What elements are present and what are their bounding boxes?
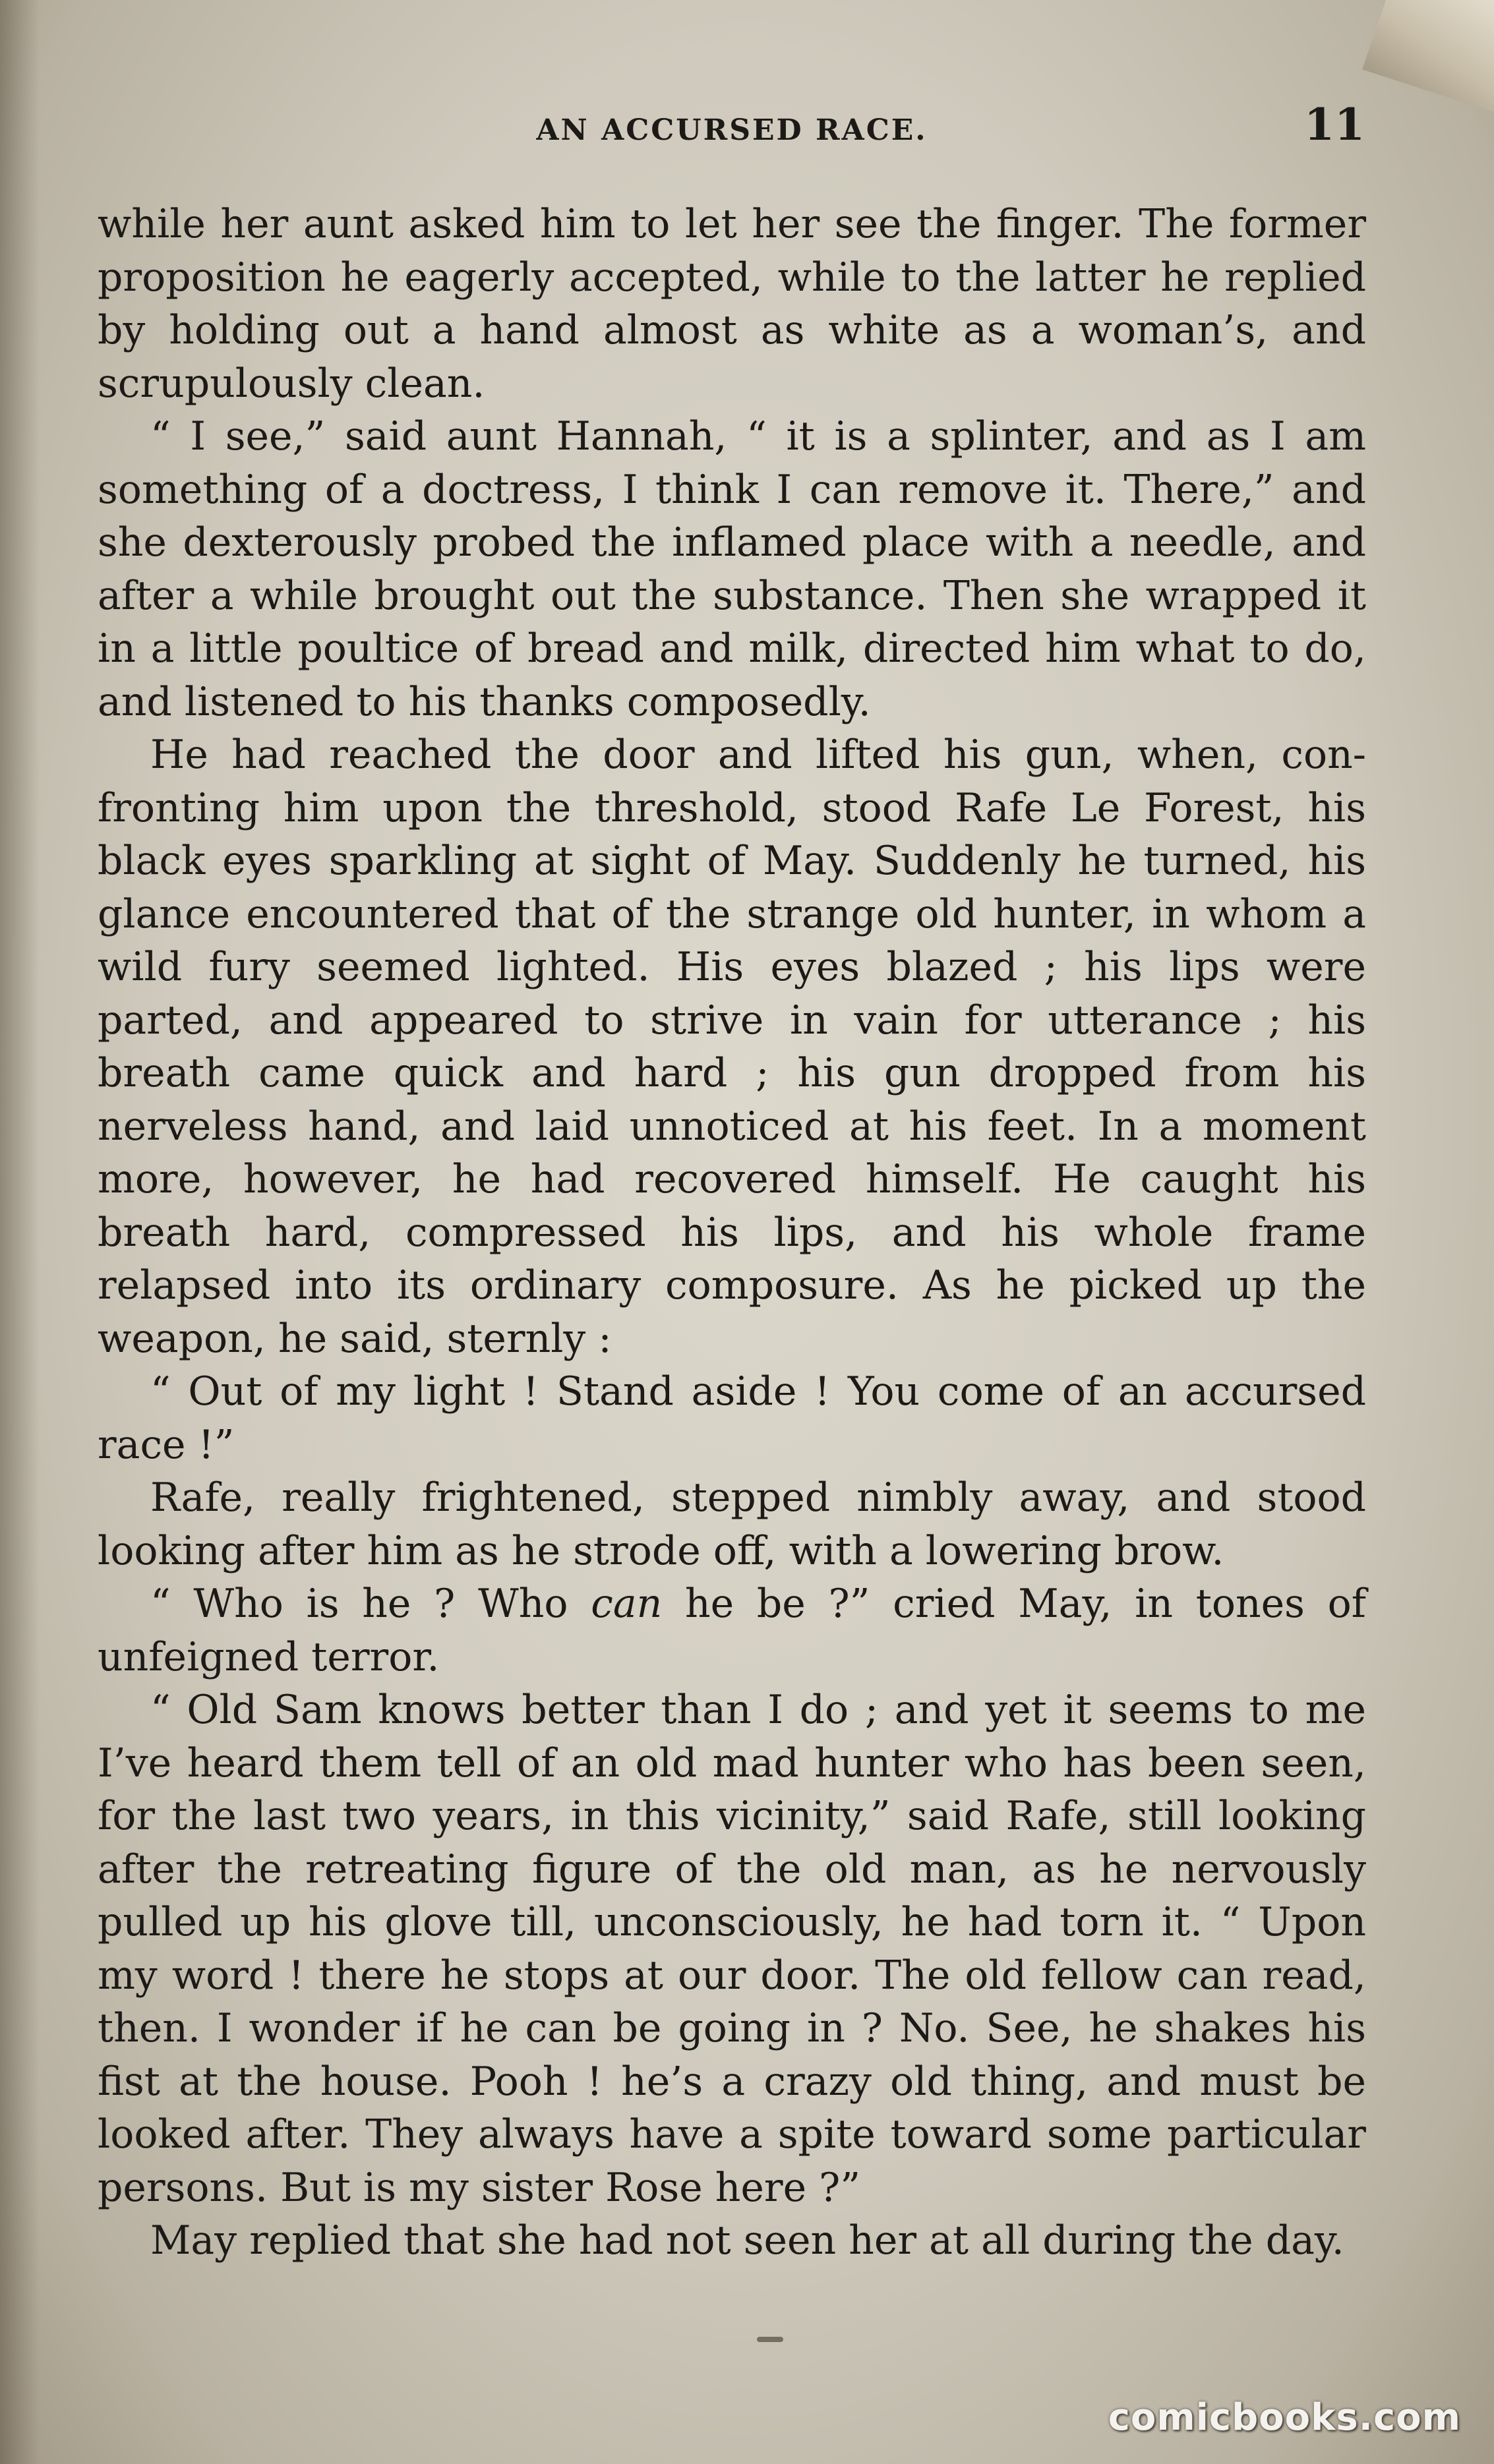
page-header: [99, 99, 1365, 158]
paragraph: [98, 1577, 1366, 1684]
emphasized-word: can: [591, 1581, 663, 1627]
paragraph-text: “ Who is he ? Who: [150, 1581, 591, 1627]
watermark: comicbooks.com: [1108, 2396, 1461, 2439]
running-head: AN ACCURSED RACE.: [536, 113, 928, 147]
paragraph: while her aunt asked him to let her see the finger. The former proposition he eagerly accepted, while to the latter he replied by holding out a hand almost as white as a woman’s, and scrupulously clean.: [98, 201, 1366, 407]
paragraph: May replied that she had not seen her at all during the day.: [150, 2217, 1344, 2264]
page-number: 11: [1304, 99, 1365, 150]
folded-corner: [1362, 0, 1494, 112]
paragraph: Rafe, really frightened, stepped nimbly away, and stood looking after him as he strode off, with a lowering brow.: [98, 1475, 1366, 1574]
paragraph: He had reached the door and lifted his gun, when, con- fronting him upon the threshold, stood Rafe Le Forest, his black eyes sparkling at sight of May. Suddenly he turned, his glance encountered that of the strange old hunter, in whom a wild fury seemed lighted. His eyes blazed ; his lips were parted, and appeared to strive in vain for utterance ; his breath came quick and hard ; his gun dropped from his nerveless hand, and laid unnoticed at his feet. In a moment more, however, he had recovered himself. He caught his breath hard, compressed his lips, and his whole frame relapsed into its ordinary composure. As he picked up the weapon, he said, sternly :: [98, 732, 1366, 1362]
paragraph: “ Out of my light ! Stand aside ! You come of an accursed race !”: [98, 1368, 1366, 1468]
printer-mark: [757, 2337, 783, 2342]
paragraph-text: he be ?” cried May, in tones of unfeigned terror.: [98, 1581, 1366, 1680]
paragraph: “ I see,” said aunt Hannah, “ it is a splinter, and as I am something of a doctress, I think I can remove it. There,” and she dexterously probed the inflamed place with a needle, and after a while brought out the substance. Then she wrapped it in a little poultice of bread and milk, directed him what to do, and listened to his thanks composedly.: [98, 413, 1366, 725]
body-text: [98, 198, 1366, 2268]
paragraph: “ Old Sam knows better than I do ; and yet it seems to me I’ve heard them tell of an old mad hunter who has been seen, for the last two years, in this vicinity,” said Rafe, still looking after the retreating figure of the old man, as he nervously pulled up his glove till, unconsciously, he had torn it. “ Upon my word ! there he stops at our door. The old fellow can read, then. I wonder if he can be going in ? No. See, he shakes his fist at the house. Pooh ! he’s a crazy old thing, and must be looked after. They always have a spite toward some particular persons. But is my sister Rose here ?”: [98, 1687, 1366, 2211]
page-edge-shadow: [0, 0, 40, 2464]
